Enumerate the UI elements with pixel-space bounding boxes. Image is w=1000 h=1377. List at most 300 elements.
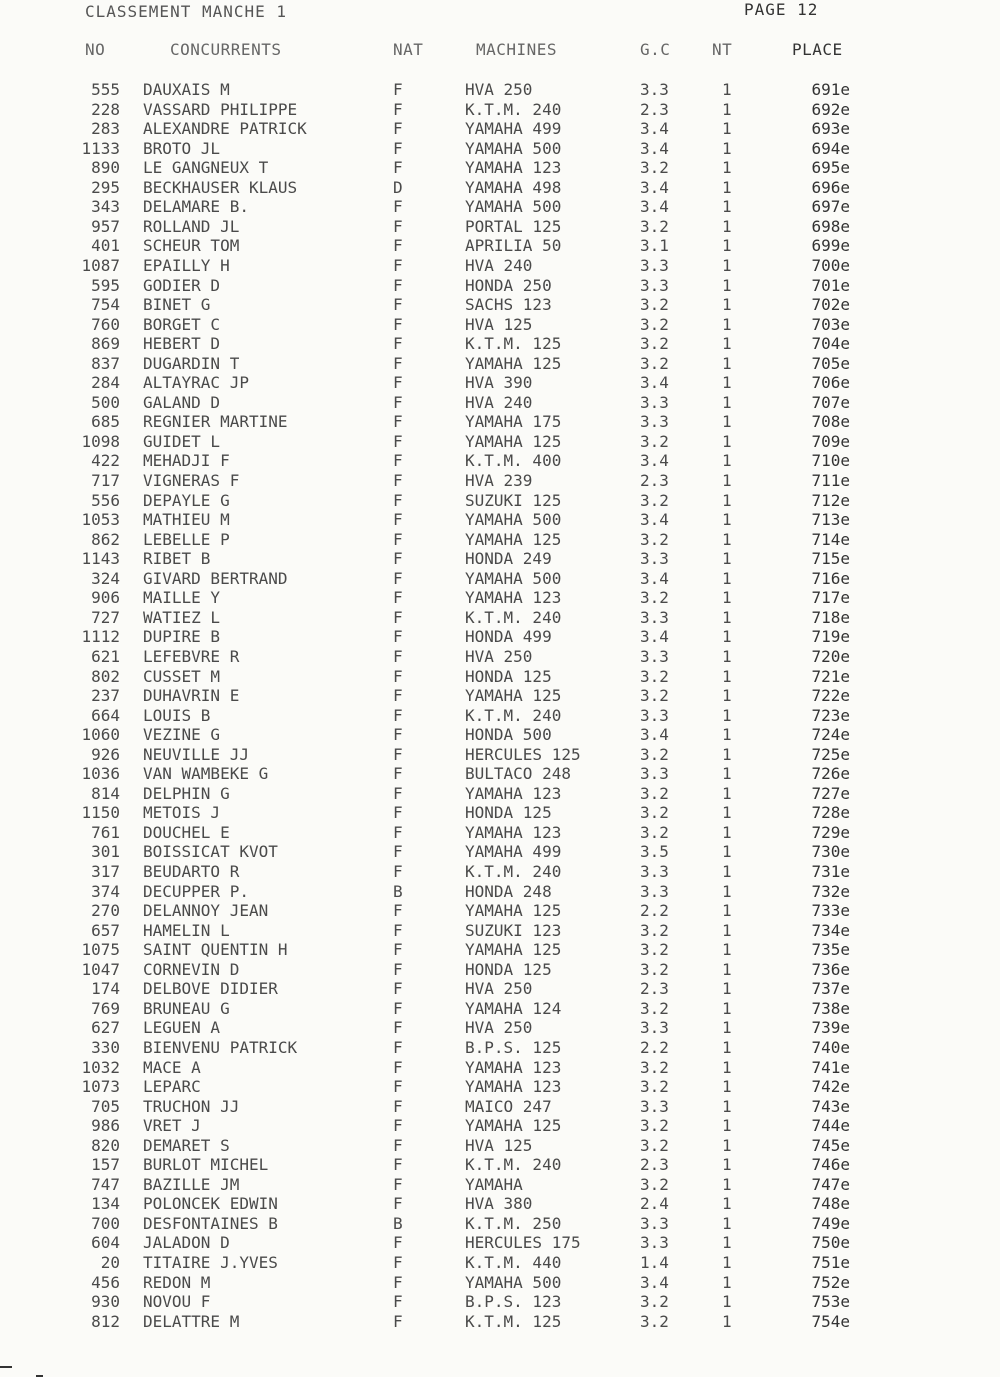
gc: 3.3 (640, 255, 669, 275)
gc: 3.2 (640, 783, 669, 803)
nationality: F (393, 471, 403, 490)
table-row (0, 1038, 1000, 1058)
machine: HVA 380 (465, 1194, 533, 1214)
competitor-no: 456 (91, 1272, 120, 1292)
place: 727e (811, 783, 850, 803)
nationality: F (393, 451, 403, 471)
nt: 1 (722, 177, 732, 197)
competitor-name: DUPIRE B (143, 627, 221, 647)
nationality: F (393, 803, 403, 823)
machine: HERCULES 175 (465, 1233, 581, 1253)
place: 726e (811, 764, 850, 784)
competitor-name: BOISSICAT KVOT (143, 842, 278, 862)
table-row (0, 901, 1000, 921)
nationality: F (393, 1077, 403, 1097)
competitor-no: 700 (91, 1213, 120, 1233)
nt: 1 (722, 373, 732, 393)
nationality: F (393, 490, 403, 510)
nt: 1 (722, 666, 732, 686)
gc: 3.2 (640, 940, 669, 960)
machine: HVA 250 (465, 80, 533, 99)
gc: 3.3 (640, 607, 669, 627)
machine: HVA 125 (465, 1135, 533, 1155)
gc: 2.3 (640, 979, 669, 999)
machine: HVA 390 (465, 373, 533, 393)
table-row (0, 197, 1000, 217)
competitor-no: 500 (91, 392, 120, 412)
nt: 1 (722, 705, 732, 725)
nationality: F (393, 1135, 403, 1155)
place: 718e (811, 607, 850, 627)
table-row (0, 393, 1000, 413)
gc: 3.2 (640, 666, 669, 686)
machine: HONDA 125 (465, 803, 552, 823)
competitor-name: REGNIER MARTINE (143, 412, 288, 432)
gc: 3.4 (640, 725, 669, 745)
competitor-no: 237 (91, 686, 120, 706)
nationality: F (393, 1116, 403, 1136)
place: 724e (811, 725, 850, 745)
competitor-name: BEUDARTO R (143, 862, 240, 881)
nationality: F (393, 1174, 403, 1194)
competitor-name: MAILLE Y (143, 588, 221, 608)
document-title: CLASSEMENT MANCHE 1 (85, 2, 288, 21)
place: 693e (811, 119, 850, 139)
competitor-name: TRUCHON JJ (143, 1096, 240, 1116)
competitor-no: 595 (91, 275, 120, 295)
machine: YAMAHA (465, 1174, 523, 1194)
nt: 1 (722, 940, 732, 960)
table-row (0, 1312, 1000, 1332)
gc: 3.2 (640, 998, 669, 1018)
gc: 3.2 (640, 1311, 669, 1331)
gc: 3.2 (640, 588, 669, 608)
nt: 1 (722, 764, 732, 784)
machine: YAMAHA 123 (465, 588, 562, 608)
nationality: F (393, 646, 403, 666)
competitor-no: 657 (91, 920, 120, 940)
gc: 3.2 (640, 920, 669, 940)
competitor-name: REDON M (143, 1272, 211, 1292)
gc: 3.3 (640, 1018, 669, 1038)
competitor-no: 837 (91, 353, 120, 373)
place: 751e (811, 1253, 850, 1272)
table-row (0, 569, 1000, 589)
competitor-no: 1098 (81, 431, 120, 451)
table-row (0, 882, 1000, 902)
gc: 3.1 (640, 236, 669, 256)
table-row (0, 1194, 1000, 1214)
table-row (0, 139, 1000, 159)
place: 743e (811, 1096, 850, 1116)
competitor-name: DELATTRE M (143, 1311, 240, 1331)
place: 716e (811, 568, 850, 588)
nationality: F (393, 607, 403, 627)
place: 712e (811, 490, 850, 510)
machine: HVA 240 (465, 255, 533, 275)
competitor-name: RIBET B (143, 549, 211, 569)
nationality: F (393, 373, 403, 393)
nt: 1 (722, 686, 732, 706)
gc: 3.4 (640, 627, 669, 647)
table-row (0, 979, 1000, 999)
place: 713e (811, 510, 850, 530)
competitor-no: 270 (91, 901, 120, 921)
machine: HONDA 248 (465, 881, 552, 901)
machine: YAMAHA 125 (465, 1116, 562, 1136)
competitor-no: 422 (91, 451, 120, 471)
gc: 3.2 (640, 803, 669, 823)
place: 752e (811, 1272, 850, 1292)
machine: YAMAHA 123 (465, 783, 562, 803)
table-row (0, 295, 1000, 315)
machine: HONDA 499 (465, 627, 552, 647)
nationality: F (393, 998, 403, 1018)
nationality: F (393, 568, 403, 588)
nt: 1 (722, 842, 732, 862)
competitor-name: BURLOT MICHEL (143, 1155, 269, 1175)
competitor-no: 555 (91, 80, 120, 99)
machine: YAMAHA 125 (465, 353, 562, 373)
nationality: F (393, 80, 403, 99)
gc: 3.3 (640, 1233, 669, 1253)
machine: K.T.M. 240 (465, 1155, 562, 1175)
nationality: F (393, 764, 403, 784)
nationality: F (393, 99, 403, 119)
competitor-no: 760 (91, 314, 120, 334)
competitor-no: 317 (91, 862, 120, 881)
place: 697e (811, 197, 850, 217)
competitor-no: 134 (91, 1194, 120, 1214)
place: 740e (811, 1037, 850, 1057)
nt: 1 (722, 1018, 732, 1038)
table-row (0, 119, 1000, 139)
place: 715e (811, 549, 850, 569)
table-row (0, 1214, 1000, 1234)
machine: HVA 250 (465, 646, 533, 666)
competitor-name: LEPARC (143, 1077, 201, 1097)
table-row (0, 842, 1000, 862)
nationality: F (393, 744, 403, 764)
machine: K.T.M. 240 (465, 862, 562, 881)
header-name: CONCURRENTS (170, 40, 282, 59)
gc: 3.4 (640, 119, 669, 139)
table-row (0, 236, 1000, 256)
competitor-no: 1133 (81, 138, 120, 158)
table-row (0, 510, 1000, 530)
competitor-name: BROTO JL (143, 138, 221, 158)
machine: K.T.M. 240 (465, 705, 562, 725)
place: 722e (811, 686, 850, 706)
nt: 1 (722, 490, 732, 510)
nt: 1 (722, 979, 732, 999)
nt: 1 (722, 627, 732, 647)
page-number: PAGE 12 (744, 0, 819, 19)
table-row (0, 940, 1000, 960)
nationality: D (393, 177, 403, 197)
gc: 3.2 (640, 334, 669, 354)
table-row (0, 158, 1000, 178)
competitor-no: 1036 (81, 764, 120, 784)
table-row (0, 1018, 1000, 1038)
table-row (0, 745, 1000, 765)
competitor-no: 986 (91, 1116, 120, 1136)
place: 746e (811, 1155, 850, 1175)
competitor-name: BECKHAUSER KLAUS (143, 177, 298, 197)
table-row (0, 1058, 1000, 1078)
nationality: F (393, 822, 403, 842)
table-row (0, 1175, 1000, 1195)
place: 735e (811, 940, 850, 960)
machine: HVA 240 (465, 392, 533, 412)
machine: YAMAHA 500 (465, 1272, 562, 1292)
gc: 3.2 (640, 431, 669, 451)
nt: 1 (722, 255, 732, 275)
competitor-name: MATHIEU M (143, 510, 230, 530)
place: 709e (811, 431, 850, 451)
nationality: F (393, 314, 403, 334)
competitor-name: JALADON D (143, 1233, 230, 1253)
machine: K.T.M. 400 (465, 451, 562, 471)
place: 753e (811, 1292, 850, 1312)
gc: 3.3 (640, 412, 669, 432)
gc: 3.4 (640, 138, 669, 158)
competitor-no: 862 (91, 529, 120, 549)
nationality: F (393, 412, 403, 432)
competitor-name: DELANNOY JEAN (143, 901, 269, 921)
place: 720e (811, 646, 850, 666)
competitor-no: 228 (91, 99, 120, 119)
gc: 3.2 (640, 314, 669, 334)
competitor-name: GALAND D (143, 392, 221, 412)
gc: 3.4 (640, 1272, 669, 1292)
table-row (0, 803, 1000, 823)
competitor-no: 1047 (81, 959, 120, 979)
competitor-name: DEPAYLE G (143, 490, 230, 510)
table-row (0, 80, 1000, 100)
gc: 3.4 (640, 451, 669, 471)
header-place: PLACE (792, 40, 843, 59)
competitor-name: DESFONTAINES B (143, 1213, 278, 1233)
competitor-name: NEUVILLE JJ (143, 744, 249, 764)
competitor-no: 717 (91, 471, 120, 490)
table-row (0, 373, 1000, 393)
gc: 3.3 (640, 275, 669, 295)
machine: YAMAHA 500 (465, 138, 562, 158)
nt: 1 (722, 549, 732, 569)
header-machine: MACHINES (476, 40, 558, 59)
nt: 1 (722, 119, 732, 139)
gc: 3.4 (640, 568, 669, 588)
nationality: F (393, 842, 403, 862)
machine: YAMAHA 125 (465, 940, 562, 960)
place: 706e (811, 373, 850, 393)
gc: 3.3 (640, 1213, 669, 1233)
nationality: F (393, 705, 403, 725)
table-header (0, 40, 1000, 60)
table-row (0, 823, 1000, 843)
table-row (0, 667, 1000, 687)
place: 699e (811, 236, 850, 256)
nt: 1 (722, 646, 732, 666)
competitor-no: 324 (91, 568, 120, 588)
nt: 1 (722, 1057, 732, 1077)
machine: SUZUKI 123 (465, 920, 562, 940)
competitor-name: LE GANGNEUX T (143, 158, 269, 178)
nt: 1 (722, 1096, 732, 1116)
competitor-no: 812 (91, 1311, 120, 1331)
nt: 1 (722, 1174, 732, 1194)
gc: 3.4 (640, 510, 669, 530)
competitor-name: EPAILLY H (143, 255, 230, 275)
table-row (0, 432, 1000, 452)
nt: 1 (722, 1116, 732, 1136)
gc: 3.3 (640, 549, 669, 569)
gc: 3.2 (640, 353, 669, 373)
gc: 3.2 (640, 295, 669, 315)
place: 737e (811, 979, 850, 999)
table-row (0, 334, 1000, 354)
nationality: F (393, 236, 403, 256)
place: 730e (811, 842, 850, 862)
competitor-name: DOUCHEL E (143, 822, 230, 842)
gc: 3.2 (640, 822, 669, 842)
competitor-no: 1053 (81, 510, 120, 530)
nationality: F (393, 627, 403, 647)
machine: YAMAHA 500 (465, 197, 562, 217)
machine: YAMAHA 500 (465, 510, 562, 530)
machine: YAMAHA 123 (465, 158, 562, 178)
place: 695e (811, 158, 850, 178)
nt: 1 (722, 725, 732, 745)
competitor-no: 1060 (81, 725, 120, 745)
table-row (0, 491, 1000, 511)
place: 714e (811, 529, 850, 549)
nationality: F (393, 940, 403, 960)
gc: 3.2 (640, 490, 669, 510)
competitor-no: 1112 (81, 627, 120, 647)
competitor-no: 621 (91, 646, 120, 666)
place: 733e (811, 901, 850, 921)
machine: B.P.S. 125 (465, 1037, 562, 1057)
machine: HERCULES 125 (465, 744, 581, 764)
nationality: F (393, 1292, 403, 1312)
nt: 1 (722, 1077, 732, 1097)
nationality: B (393, 1213, 403, 1233)
competitor-name: SAINT QUENTIN H (143, 940, 288, 960)
nt: 1 (722, 216, 732, 236)
gc: 3.2 (640, 216, 669, 236)
competitor-name: BRUNEAU G (143, 998, 230, 1018)
table-row (0, 608, 1000, 628)
table-row (0, 647, 1000, 667)
machine: SUZUKI 125 (465, 490, 562, 510)
machine: K.T.M. 125 (465, 334, 562, 354)
competitor-name: ROLLAND JL (143, 216, 240, 236)
competitor-name: VRET J (143, 1116, 201, 1136)
place: 696e (811, 177, 850, 197)
place: 731e (811, 862, 850, 881)
place: 701e (811, 275, 850, 295)
table-row (0, 1253, 1000, 1273)
table-row (0, 276, 1000, 296)
competitor-name: VASSARD PHILIPPE (143, 99, 298, 119)
table-row (0, 315, 1000, 335)
place: 705e (811, 353, 850, 373)
nationality: F (393, 431, 403, 451)
nationality: F (393, 1155, 403, 1175)
nationality: F (393, 549, 403, 569)
table-row (0, 256, 1000, 276)
competitor-name: GODIER D (143, 275, 221, 295)
competitor-no: 627 (91, 1018, 120, 1038)
gc: 2.2 (640, 901, 669, 921)
nationality: F (393, 783, 403, 803)
place: 728e (811, 803, 850, 823)
gc: 3.2 (640, 1135, 669, 1155)
place: 739e (811, 1018, 850, 1038)
competitor-name: BIENVENU PATRICK (143, 1037, 298, 1057)
table-row (0, 1136, 1000, 1156)
competitor-name: VAN WAMBEKE G (143, 764, 269, 784)
place: 736e (811, 959, 850, 979)
table-row (0, 921, 1000, 941)
table-row (0, 725, 1000, 745)
competitor-name: BINET G (143, 295, 211, 315)
table-row (0, 999, 1000, 1019)
competitor-name: DELAMARE B. (143, 197, 249, 217)
competitor-no: 890 (91, 158, 120, 178)
competitor-no: 761 (91, 822, 120, 842)
competitor-no: 754 (91, 295, 120, 315)
machine: K.T.M. 125 (465, 1311, 562, 1331)
gc: 3.4 (640, 177, 669, 197)
table-row (0, 530, 1000, 550)
nationality: F (393, 588, 403, 608)
place: 732e (811, 881, 850, 901)
machine: B.P.S. 123 (465, 1292, 562, 1312)
nt: 1 (722, 1292, 732, 1312)
place: 704e (811, 334, 850, 354)
place: 750e (811, 1233, 850, 1253)
scan-mark (0, 1366, 12, 1368)
nt: 1 (722, 881, 732, 901)
nationality: F (393, 392, 403, 412)
nt: 1 (722, 1253, 732, 1272)
competitor-no: 802 (91, 666, 120, 686)
gc: 3.3 (640, 764, 669, 784)
table-row (0, 354, 1000, 374)
competitor-name: POLONCEK EDWIN (143, 1194, 278, 1214)
competitor-no: 930 (91, 1292, 120, 1312)
machine: YAMAHA 123 (465, 1077, 562, 1097)
nt: 1 (722, 392, 732, 412)
competitor-no: 330 (91, 1037, 120, 1057)
place: 698e (811, 216, 850, 236)
place: 692e (811, 99, 850, 119)
nationality: F (393, 197, 403, 217)
competitor-no: 283 (91, 119, 120, 139)
nationality: F (393, 295, 403, 315)
nationality: F (393, 1311, 403, 1331)
place: 723e (811, 705, 850, 725)
competitor-name: CUSSET M (143, 666, 221, 686)
machine: YAMAHA 499 (465, 842, 562, 862)
nationality: F (393, 1194, 403, 1214)
place: 707e (811, 392, 850, 412)
competitor-name: LOUIS B (143, 705, 211, 725)
gc: 3.3 (640, 705, 669, 725)
